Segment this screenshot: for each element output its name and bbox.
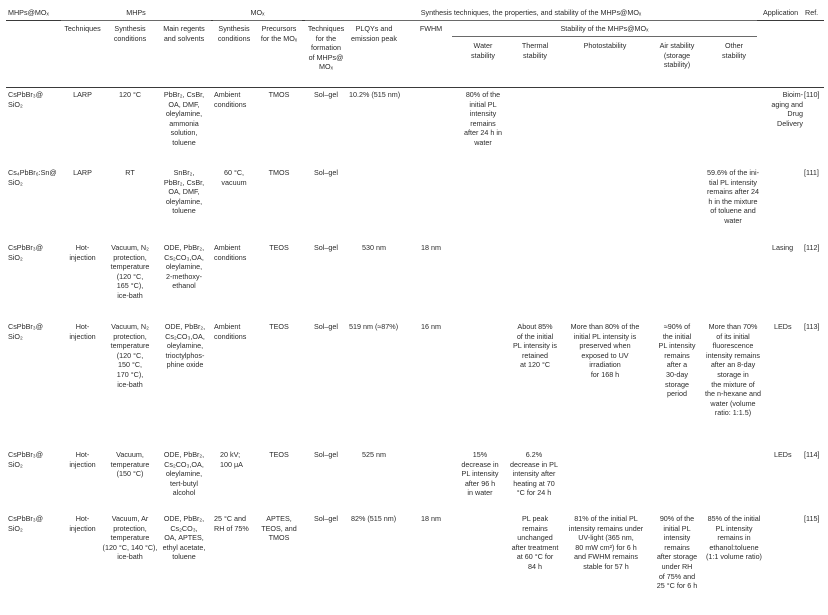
header-thermal-stability: Thermal stability [521,41,549,60]
cell-main-regents: ODE, PbBr₂, Cs₂CO₃,OA, oleylamine, tert-butyl alcohol [163,450,205,498]
cell-photo: 81% of the initial PL intensity remains under UV-light (365 nm, 80 mW cm²) for 6 h and FWHM remains stable for 57 h [568,514,644,571]
header-other-stability: Other stability [722,41,746,60]
cell-main-regents: SnBr₂, PbBr₂, CsBr, OA, DMF, oleylamine, toluene [163,168,205,216]
cell-application: LEDs [774,322,792,331]
header-photostability: Photostability [583,41,627,50]
cell-application: LEDs [774,450,792,459]
header-synthesis-properties: Synthesis techniques, the properties, and stability of the MHPs@MOₓ [420,8,642,17]
cell-ref: [110] [804,90,820,99]
cell-mox-conditions: Ambient conditions [214,322,247,341]
cell-formation: Sol–gel [314,450,338,459]
cell-precursor: TEOS [269,450,289,459]
cell-main-regents: ODE, PbBr₂, Cs₂CO₃,OA, oleylamine, trioctylphos- phine oxide [164,322,206,370]
cell-material: CsPbBr₃@ SiO₂ [8,450,43,469]
cell-technique: LARP [73,90,92,99]
header-formation-techniques: Techniques for the formation of MHPs@ MOₓ [307,24,345,72]
cell-technique: LARP [73,168,92,177]
cell-thermal: 6.2% decrease in PL intensity after heating at 70 °C for 24 h [510,450,558,498]
cell-technique: Hot- injection [69,243,96,262]
cell-precursor: APTES, TEOS, and TMOS [261,514,297,543]
cell-ref: [112] [804,243,820,252]
cell-mox-conditions: Ambient conditions [214,90,247,109]
cell-plqy: 519 nm (≈87%) [349,322,399,331]
cell-air: ≈90% of the initial PL intensity remains after a 30-day storage period [658,322,696,399]
cell-mox-conditions: 25 °C and RH of 75% [214,514,249,533]
stability-group-rule [452,36,757,37]
cell-fwhm: 16 nm [421,322,441,331]
cell-water: 80% of the initial PL intensity remains after 24 h in water [464,90,502,147]
cell-material: Cs₄PbBr₆:Sn@ SiO₂ [8,168,57,187]
header-air-stability: Air stability (storage stability) [659,41,695,70]
header-bottom-rule [6,87,824,88]
cell-plqy: 10.2% (515 nm) [349,90,401,99]
header-mox: MOₓ [250,8,265,17]
cell-material: CsPbBr₃@ SiO₂ [8,243,43,262]
header-material: MHPs@MOₓ [8,8,49,17]
cell-precursor: TEOS [269,322,289,331]
cell-formation: Sol–gel [314,168,338,177]
cell-ref: [111] [804,168,819,177]
cell-plqy: 525 nm [362,450,386,459]
cell-other: More than 70% of its initial fluorescence intensity remains after an 8-day storage in the mixture of the n-hexane and water (volume ratio: 1:1.5) [705,322,761,418]
cell-formation: Sol–gel [314,243,338,252]
mhps-group-rule [61,20,211,21]
cell-water: 15% decrease in PL intensity after 96 h in water [461,450,499,498]
cell-fwhm: 18 nm [421,243,441,252]
cell-synthesis-conditions: Vacuum, N₂ protection, temperature (120 °C, 150 °C, 170 °C), ice-bath [110,322,150,389]
cell-formation: Sol–gel [314,514,338,523]
cell-application: Bioim- aging and Drug Delivery [771,90,803,128]
cell-main-regents: ODE, PbBr₂, Cs₂CO₃, OA, APTES, ethyl acetate, toluene [162,514,206,562]
cell-main-regents: ODE, PbBr₂, Cs₂CO₃,OA, oleylamine, 2-methoxy- ethanol [163,243,205,291]
cell-plqy: 530 nm [362,243,386,252]
cell-technique: Hot- injection [69,450,96,469]
cell-synthesis-conditions: RT [125,168,135,177]
header-main-regents: Main regents and solvents [163,24,205,43]
cell-application: Lasing [772,243,794,252]
header-fwhm: FWHM [419,24,443,33]
mox-group-rule [213,20,302,21]
header-plqys: PLQYs and emission peak [351,24,397,43]
cell-ref: [113] [804,322,820,331]
cell-formation: Sol–gel [314,322,338,331]
cell-mox-conditions: Ambient conditions [214,243,247,262]
cell-other: 59.6% of the ini- tial PL intensity remains after 24 h in the mixture of toluene and water [707,168,759,225]
cell-synthesis-conditions: Vacuum, N₂ protection, temperature (120 °C, 165 °C), ice-bath [110,243,150,300]
cell-ref: [115] [804,514,820,523]
cell-synthesis-conditions: 120 °C [118,90,142,99]
cell-plqy: 82% (515 nm) [351,514,397,523]
header-ref: Ref. [805,8,819,17]
cell-formation: Sol–gel [314,90,338,99]
header-techniques: Techniques [64,24,101,33]
header-mhps: MHPs [126,8,146,17]
header-stability-group: Stability of the MHPs@MOₓ [560,24,649,33]
synthesis-group-rule [305,20,757,21]
header-mox-synthesis-conditions: Synthesis conditions [217,24,251,43]
cell-technique: Hot- injection [69,322,96,341]
cell-mox-conditions: 20 kV; 100 μA [220,450,243,469]
cell-photo: More than 80% of the initial PL intensity is preserved when exposed to UV irradiation for 168 h [570,322,640,379]
cell-technique: Hot- injection [69,514,96,533]
cell-material: CsPbBr₃@ SiO₂ [8,90,43,109]
cell-precursor: TMOS [268,90,290,99]
cell-thermal: PL peak remains unchanged after treatment at 60 °C for 84 h [511,514,559,571]
cell-material: CsPbBr₃@ SiO₂ [8,322,43,341]
header-synthesis-conditions: Synthesis conditions [113,24,147,43]
cell-fwhm: 18 nm [421,514,441,523]
cell-mox-conditions: 60 °C, vacuum [221,168,247,187]
cell-thermal: About 85% of the initial PL intensity is retained at 120 °C [512,322,558,370]
header-application: Application [763,8,799,17]
cell-synthesis-conditions: Vacuum, temperature (150 °C) [110,450,150,479]
cell-main-regents: PbBr₂, CsBr, OA, DMF, oleylamine, ammonia solution, toluene [163,90,205,147]
header-precursors: Precursors for the MOₓ [260,24,298,43]
cell-ref: [114] [804,450,820,459]
cell-material: CsPbBr₃@ SiO₂ [8,514,43,533]
cell-other: 85% of the initial PL intensity remains in ethanol:toluene (1:1 volume ratio) [706,514,762,562]
cell-precursor: TMOS [268,168,290,177]
cell-air: 90% of the initial PL intensity remains after storage under RH of 75% and 25 °C for 6 h [656,514,698,591]
header-water-stability: Water stability [471,41,495,60]
cell-precursor: TEOS [269,243,289,252]
cell-synthesis-conditions: Vacuum, Ar protection, temperature (120 °C, 140 °C), ice-bath [102,514,158,562]
